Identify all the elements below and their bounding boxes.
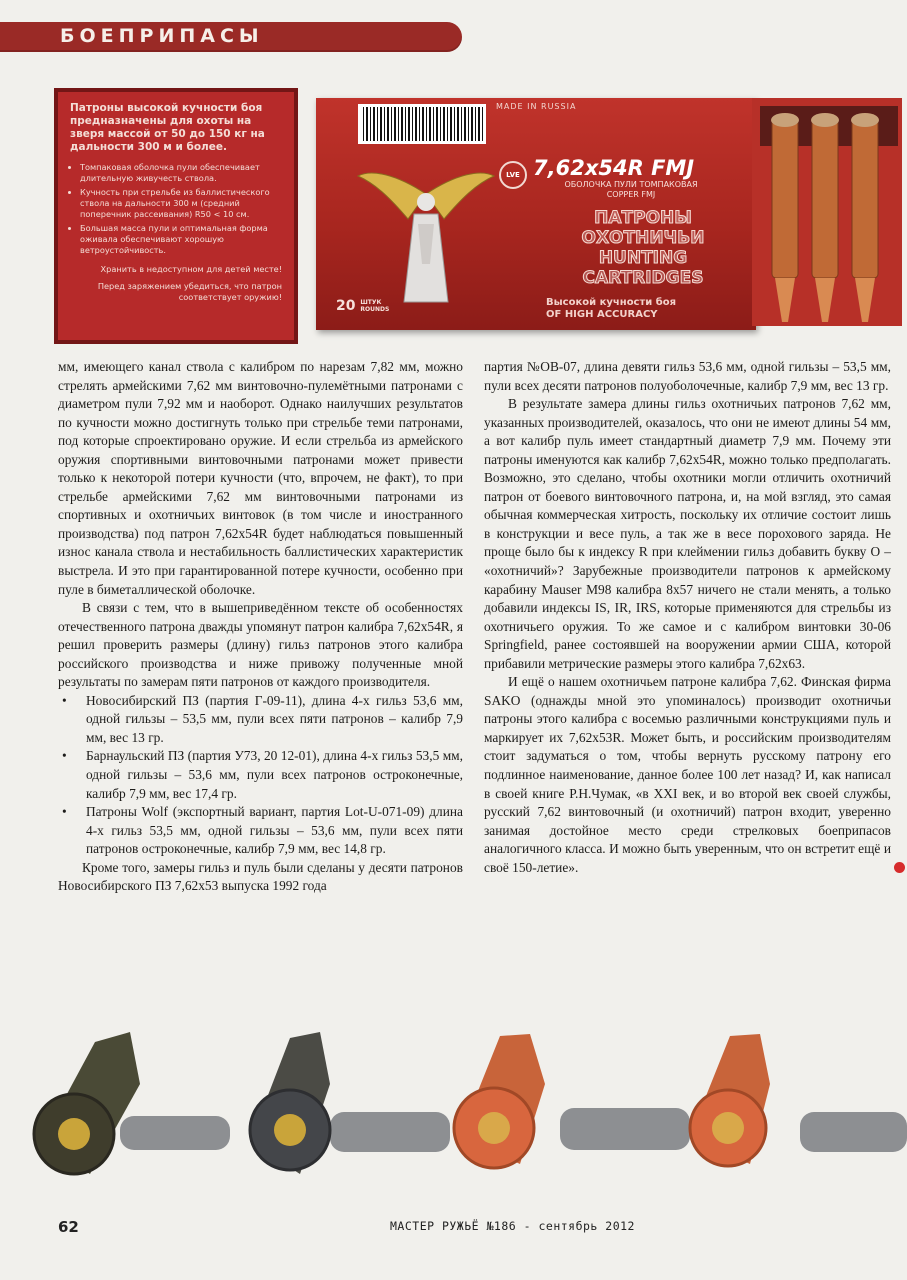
cartridge-tray-icon	[752, 98, 902, 326]
box-accuracy-en: OF HIGH ACCURACY	[546, 309, 658, 320]
list-item: • Патроны Wolf (экспортный вариант, партия Lot-U-071-09) длина 4-х гильз 53,5 мм, одной гильзы – 53,6 мм, пули всех пяти патронов остроконечные, калибр 7,9 мм, вес 14,8 гр.	[58, 803, 463, 859]
box-jacket-en: COPPER FMJ	[606, 190, 656, 199]
copper-cartridge-2	[690, 1034, 770, 1166]
copper-cartridge-1	[454, 1034, 545, 1168]
info-box-warning: Хранить в недоступном для детей месте!	[100, 264, 282, 274]
angel-emblem-icon	[356, 164, 496, 304]
measurement-list	[58, 692, 463, 859]
section-header-bar	[0, 22, 462, 52]
magazine-footer: МАСТЕР РУЖЬЁ №186 - сентябрь 2012	[390, 1219, 635, 1233]
paragraph: Кроме того, замеры гильз и пуль были сделаны у десяти патронов Новосибирского ПЗ 7,62х53 выпуска 1992 года	[58, 859, 463, 894]
box-accuracy	[546, 297, 676, 321]
box-accuracy-ru: Высокой кучности боя	[546, 297, 677, 308]
box-jacket-ru: ОБОЛОЧКА ПУЛИ ТОМПАКОВАЯ	[564, 180, 698, 189]
box-count-ru: ШТУК	[360, 299, 382, 306]
info-box-headline: Патроны высокой кучности боя предназначены для охоты на зверя массой от 50 до 150 кг на дальности 300 м и более.	[70, 102, 265, 153]
made-in-label: MADE IN RUSSIA	[496, 102, 577, 111]
info-box-bullet: • Большая масса пули и оптимальная форма оживала обеспечивают хорошую ветроустойчивость.	[80, 223, 282, 256]
box-title-ru-2: ОХОТНИЧЬИ	[581, 228, 705, 248]
box-count-number: 20	[336, 298, 356, 314]
box-count	[336, 298, 389, 314]
page-number: 62	[58, 1218, 79, 1236]
box-jacket	[541, 180, 721, 200]
paragraph-final	[484, 673, 891, 877]
info-box	[54, 88, 298, 344]
box-count-units	[360, 299, 389, 313]
box-title-en-2: CARTRIDGES	[582, 268, 704, 288]
paragraph: В результате замера длины гильз охотничьих патронов 7,62 мм, указанных производителей, оказалось, что они не имеют длины 54 мм, а вот калибр пуль имеет стандартный диаметр 7,9 мм. Почему эти патроны именуются как калибр 7,62х54R, можно только предполагать. Возможно, это сделано, чтобы охотники могли отличить охотничий патрон от боевого винтовочного патрона, и, на мой взгляд, это самая обычная коммерческая хитрость, поскольку их отличие состоит лишь в конструкции и весе пуль, а так же в весе порохового заряда. Не проще было бы к индексу R при клеймении гильз добавить букву О – «охотничий»? Зарубежные производители патронов к армейскому карабину Mauser M98 калибра 8х57 ничего не стали менять, а только добавили индексы IS, IR, IRS, которые применяются для стрельбы из охотничьего оружия. То же самое и с калибром винтовки 30-06 Springfield, ранее состоявшей на вооружении армии США, которой прибавили метрические размеры этого калибра 7,62х63.	[484, 396, 891, 671]
info-box-warning-2: Перед заряжением убедиться, что патрон соответствует оружию!	[97, 281, 282, 302]
paragraph: партия №ОВ-07, длина девяти гильз 53,6 мм, одной гильзы – 53,5 мм, пули всех десяти патронов полуоболочечные, калибр 7,9 мм, вес 13 гр.	[484, 359, 891, 393]
paragraph: В связи с тем, что в вышеприведённом тексте об особенностях отечественного патрона дважды упомянут патрон калибра 7,62х54R, я решил проверить размеры (длину) гильз патронов этого калибра российского производства и ниже привожу полученные мной результаты по замерам пяти патронов от каждого производителя.	[58, 600, 463, 690]
steel-cartridge-2	[250, 1032, 330, 1174]
list-item: • Новосибирский ПЗ (партия Г-09-11), длина 4-х гильз 53,6 мм, одной гильзы – 53,5 мм, пули всех пяти патронов – калибр 7,9 мм, вес 13 гр.	[58, 692, 463, 748]
steel-cartridge-1	[34, 1032, 140, 1174]
paragraph: мм, имеющего канал ствола с калибром по нарезам 7,82 мм, можно стрелять армейскими 7,62 мм винтовочно-пулемётными патронами с диаметром пули 7,92 мм и наоборот. Однако наилучших результатов по кучности можно достигнуть только при стрельбе теми патронами, под которые спроектировано оружие. И если стрельба из армейского оружия спортивными винтовочными патронами может привести только к некоторой потери кучности (что, впрочем, не факт), то при стрельбе армейскими 7,62 мм винтовочными патронами из спортивных и охотничьих винтовок (в том числе и иностранного производства) под патрон 7,62х54R будет наблюдаться повышенный износ канала ствола и нестабильность баллистических характеристик выстрела. И это при гарантированной потере кучности, особенно при пуле в биметаллической оболочке.	[58, 359, 463, 597]
info-box-bullet: • Томпаковая оболочка пули обеспечивает длительную живучесть ствола.	[80, 162, 282, 184]
box-caliber: 7,62x54R FMJ	[533, 156, 695, 180]
box-title-ru-1: ПАТРОНЫ	[594, 208, 692, 228]
info-box-bullet: • Кучность при стрельбе из баллистического ствола на дальности 300 м (средний поперечник рассеивания) R50 < 10 см.	[80, 187, 282, 220]
box-title	[558, 208, 728, 288]
cartridge-box-photo	[316, 98, 756, 330]
paragraph-final-text: И ещё о нашем охотничьем патроне калибра 7,62. Финская фирма SAKO (однажды мной это упоминалось) производит охотничьи патроны этого калибра с восемью различными конструкциями пуль и маркирует их 7,62х53R. Может быть, и российским производителям стоит задуматься о том, чтобы вернуть русскому патрону его подлинное наименование, данное более 100 лет назад? И, как написал в своей книге Р.Н.Чумак, «в XXI век, и во второй век своей службы, русский 7,62 винтовочный (и охотничий) патрон входит, уверенно занимая достойное место среди стрелковых боеприпасов аналогичного класса. И можно быть уверенным, что он встретит ещё и своё 150-летие».	[484, 674, 891, 875]
section-title: БОЕПРИПАСЫ	[60, 25, 264, 47]
list-item: • Барнаульский ПЗ (партия У73, 20 12-01), длина 4-х гильз 53,5 мм, одной гильзы – 53,6 мм, пули всех патронов остроконечные, калибр 7,9 мм, вес 17,4 гр.	[58, 747, 463, 803]
left-column	[58, 358, 463, 896]
info-box-list	[70, 162, 282, 256]
brand-logo: LVE	[499, 161, 527, 189]
cartridges-with-powder-photo	[0, 1024, 907, 1204]
barcode	[358, 104, 486, 144]
end-mark-icon	[894, 862, 905, 873]
right-column	[484, 358, 891, 877]
box-title-en-1: HUNTING	[598, 248, 688, 268]
box-count-en: ROUNDS	[360, 306, 390, 313]
